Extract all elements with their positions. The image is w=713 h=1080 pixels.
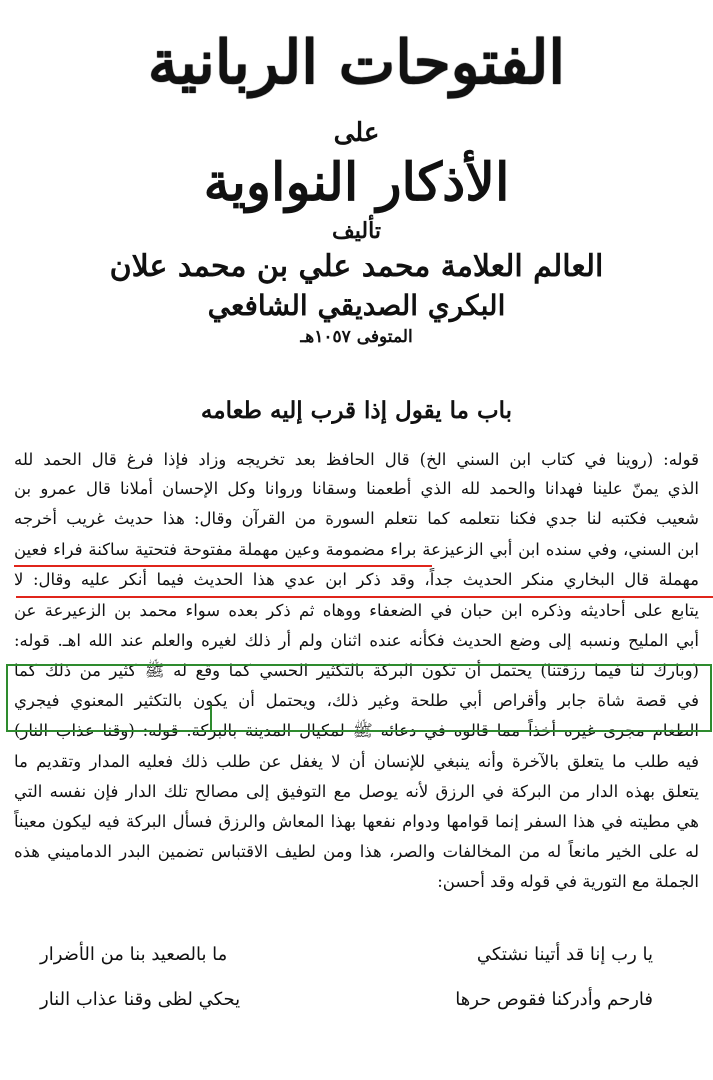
red-underline [14,565,432,567]
text-line: شعيب فكتبه لنا جدي فكنا نتعلمه كما نتعلم السورة من القرآن وقال: هذا حديث غريب أخرجه [14,509,699,528]
text-line: مهملة قال البخاري منكر الحديث جداً، وقد ذكر ابن عدي هذا الحديث فيما أنكر عليه وقال: لا [14,570,699,589]
author-death-date: المتوفى ١٠٥٧هـ [300,327,413,347]
text-line: فيه طلب ما يتعلق بالآخرة وأنه ينبغي للإنسان أن لا يغفل عن طلب ذلك فعليه المدار وتقديم ما [14,752,699,771]
text-line: الذي يمنّ علينا فهدانا والحمد لله الذي أطعمنا وسقانا وروانا وكل الإحسان أملانا قال عمرو بن [14,479,699,498]
chapter-heading: باب ما يقول إذا قرب إليه طعامه [200,397,513,424]
red-underline [16,596,713,598]
text-line: أبي المليح ونسبه إلى وضع الحديث فكأنه عنده اثنان ولم أر ذلك لغيره والعلم عند الله اهـ. قوله: [14,631,699,650]
book-subtitle: الأذكار النواوية [203,152,510,213]
highlight-box-tail [210,705,712,732]
author-name-line2: البكري الصديقي الشافعي [207,289,506,322]
text-line: الجملة مع التورية في قوله وقد أحسن: [437,872,699,891]
text-line: يتابع على أحاديثه وذكره ابن حبان في الضعفاء ووهاه ثم ذكر بعده سواء محمد بن الزعيرعة عن [14,601,699,620]
text-line: يتعلق بهذه الدار من البركة في الرزق لأنه يوصل مع التوفيق إلى مصالح تلك الدار فإن نفسه التي [14,782,699,801]
authorship-label: تأليف [332,218,381,244]
text-line: قوله: (روينا في كتاب ابن السني الخ) قال الحافظ بعد تخريجه وزاد فإذا فرغ قال الحمد لله [14,450,699,469]
verse-hemistich: يا رب إنا قد أتينا نشتكي [476,944,653,965]
verse-hemistich: يحكي لظى وقنا عذاب النار [40,989,241,1010]
text-line: له على الخير مانعاً له من المخالفات والصر، هذا ومن لطيف الاقتباس تضمين البدر الدماميني هذه [14,842,699,861]
verse-hemistich: ما بالصعيد بنا من الأضرار [40,944,228,965]
title-connector: على [333,118,380,148]
text-line: في قصة شاة جابر وأقراص أبي طلحة وغير ذلك، ويحتمل أن يكون بالتكثير المعنوي فيجري [14,691,699,710]
text-line: (وبارك لنا فيما رزقتنا) يحتمل أن تكون البركة بالتكثير الحسي كما وقع له ﷺ كثير من ذلك كما [14,661,699,680]
text-line: هي مطيته في هذا السفر إنما قوامها ودوام نفعها بهذا المعاش والرزق فسأل البركة فيه ليكون معيناً [14,812,699,831]
text-line: ابن السني، وفي سنده ابن أبي الزعيزعة براء مضمومة وعين مهملة مفتوحة فتحتية ساكنة فراء فعين [14,540,699,559]
book-title: الفتوحات الربانية [147,28,566,98]
author-name-line1: العالم العلامة محمد علي بن محمد علان [109,249,604,284]
verse-hemistich: فارحم وأدركنا فقوص حرها [455,989,653,1010]
text-line: الطعام مجرى غيره أخذاً مما قالوه في دعائه ﷺ لمكيال المدينة بالبركة. قوله: (وقنا عذاب النار) [14,721,699,740]
